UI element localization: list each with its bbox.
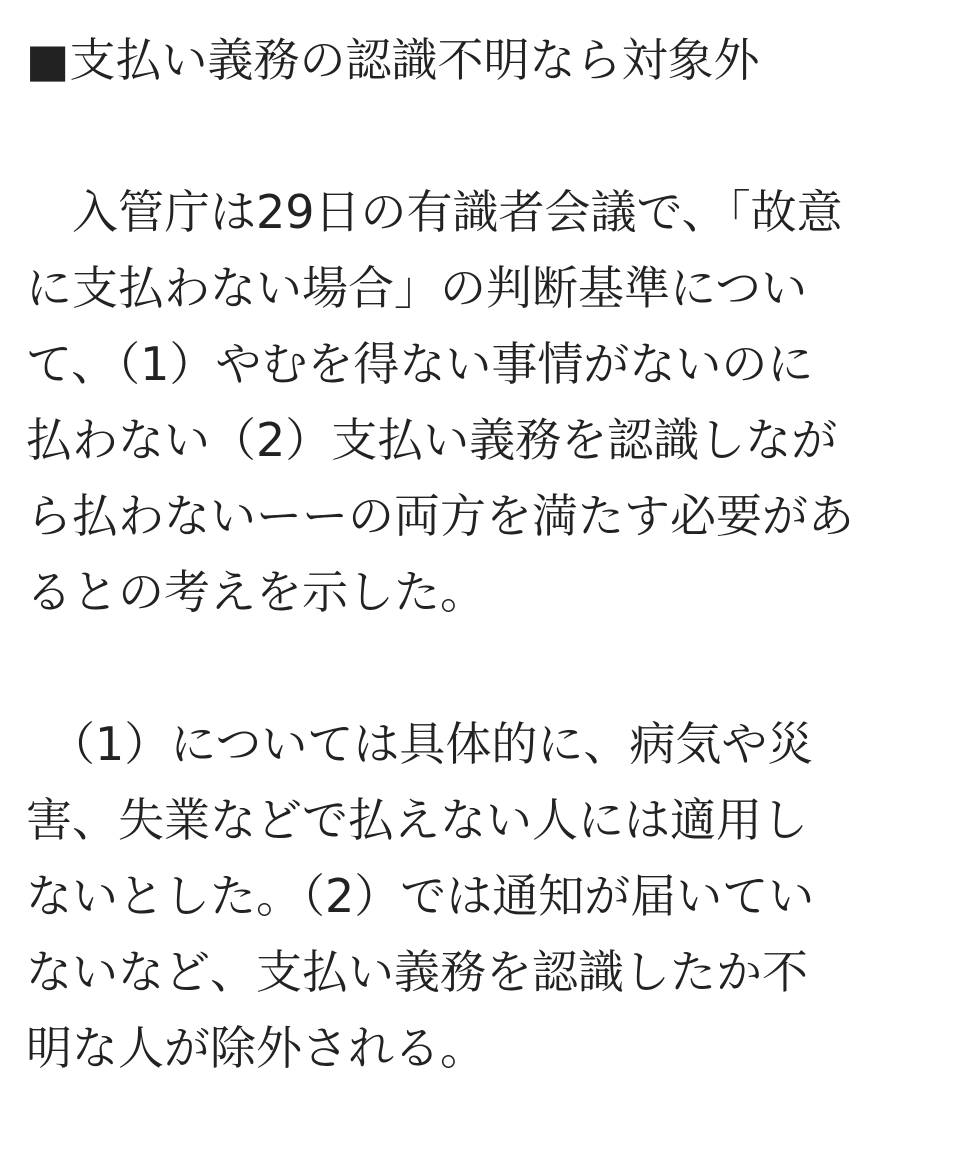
- paragraph-line: に支払わない場合」の判断基準につい: [26, 261, 808, 315]
- paragraph-2: [26, 706, 946, 1086]
- paragraph-line: 入管庁は29日の有識者会議で、「故意: [26, 185, 843, 239]
- paragraph-line: ら払わないーーの両方を満たす必要があ: [26, 489, 854, 543]
- paragraph-line: 明な人が除外される。: [26, 1021, 486, 1075]
- paragraph-line: （1）については具体的に、病気や災: [26, 717, 814, 771]
- paragraph-line: 害、失業などで払えない人には適用し: [26, 793, 808, 847]
- paragraph-1: [26, 174, 946, 630]
- paragraph-line: るとの考えを示した。: [26, 565, 486, 619]
- section-heading: ■支払い義務の認識不明なら対象外: [26, 33, 760, 87]
- paragraph-line: ないとした。（2）では通知が届いてい: [26, 869, 815, 923]
- paragraph-line: ないなど、支払い義務を認識したか不: [26, 945, 808, 999]
- paragraph-line: て、（1）やむを得ない事情がないのに: [26, 337, 814, 391]
- paragraph-line: 払わない（2）支払い義務を認識しなが: [26, 413, 838, 467]
